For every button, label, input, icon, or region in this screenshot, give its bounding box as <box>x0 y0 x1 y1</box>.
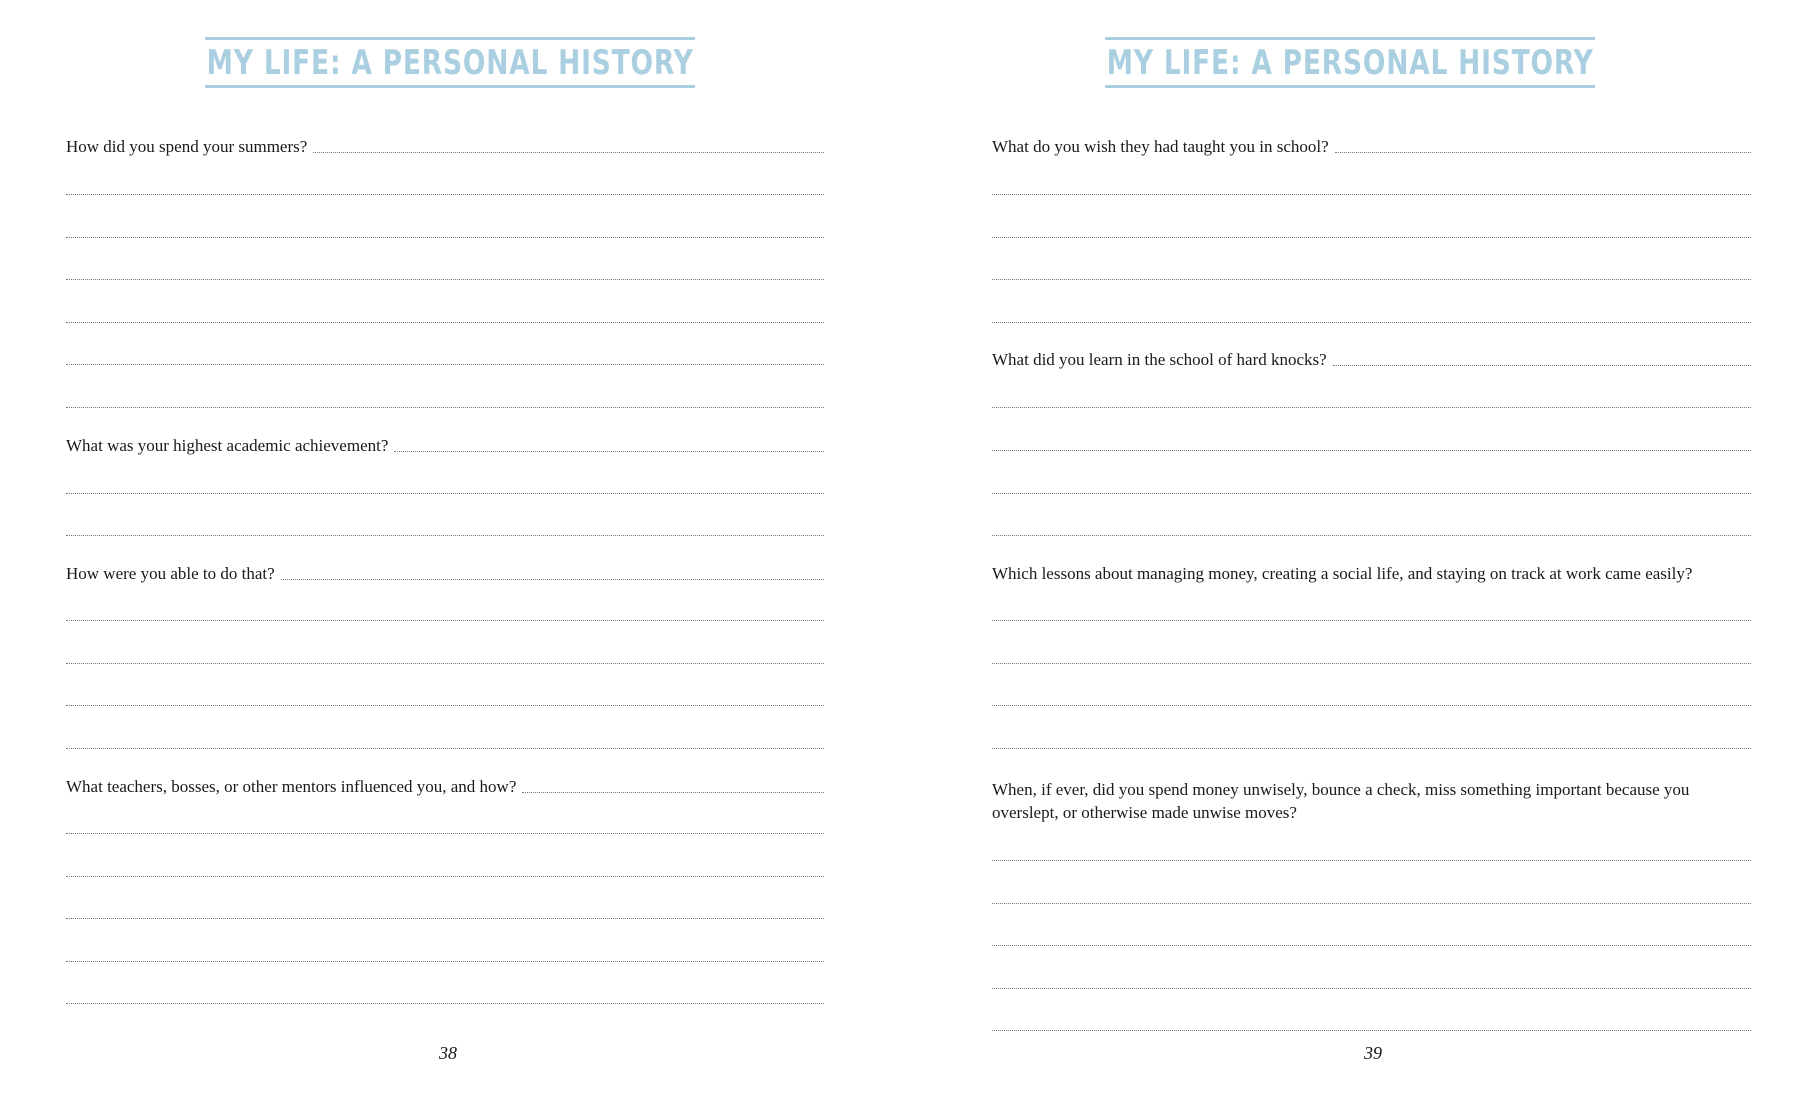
answer-line[interactable] <box>522 791 824 793</box>
answer-line[interactable] <box>992 322 1751 323</box>
answer-line[interactable] <box>992 237 1751 238</box>
answer-line[interactable] <box>992 903 1751 904</box>
answer-line[interactable] <box>66 279 824 280</box>
page-number: 38 <box>439 1043 457 1063</box>
question-academic-achievement: What was your highest academic achievement? <box>66 434 824 457</box>
answer-line[interactable] <box>66 833 824 834</box>
right-page <box>900 0 1800 1105</box>
answer-line[interactable] <box>66 535 824 536</box>
answer-line[interactable] <box>66 237 824 238</box>
answer-line[interactable] <box>66 407 824 408</box>
answer-line[interactable] <box>281 578 824 580</box>
question-wish-taught: What do you wish they had taught you in school? <box>992 135 1751 158</box>
question-money-lessons: Which lessons about managing money, creating a social life, and staying on track at work came easily? <box>992 564 1693 583</box>
answer-line[interactable] <box>66 493 824 494</box>
answer-line[interactable] <box>992 860 1751 861</box>
answer-line[interactable] <box>66 663 824 664</box>
answer-line[interactable] <box>992 493 1751 494</box>
question-hard-knocks: What did you learn in the school of hard knocks? <box>992 348 1751 371</box>
answer-line[interactable] <box>992 945 1751 946</box>
answer-line[interactable] <box>992 1030 1751 1031</box>
answer-line[interactable] <box>66 620 824 621</box>
answer-line[interactable] <box>313 151 824 153</box>
answer-line[interactable] <box>66 748 824 749</box>
answer-line[interactable] <box>992 450 1751 451</box>
page-title: MY LIFE: A PERSONAL HISTORY <box>1105 37 1595 88</box>
answer-line[interactable] <box>992 194 1751 195</box>
answer-line[interactable] <box>992 279 1751 280</box>
answer-line[interactable] <box>992 988 1751 989</box>
page-title: MY LIFE: A PERSONAL HISTORY <box>205 37 695 88</box>
answer-line[interactable] <box>66 961 824 962</box>
answer-line[interactable] <box>66 322 824 323</box>
answer-line[interactable] <box>992 663 1751 664</box>
answer-line[interactable] <box>66 194 824 195</box>
answer-line[interactable] <box>992 748 1751 749</box>
answer-line[interactable] <box>66 364 824 365</box>
question-summers: How did you spend your summers? <box>66 135 824 158</box>
answer-line[interactable] <box>66 705 824 706</box>
answer-line[interactable] <box>66 1003 824 1004</box>
answer-line[interactable] <box>394 450 824 452</box>
answer-line[interactable] <box>992 407 1751 408</box>
answer-line[interactable] <box>992 705 1751 706</box>
page-number: 39 <box>1364 1043 1382 1063</box>
answer-line[interactable] <box>1335 151 1751 153</box>
answer-line[interactable] <box>992 620 1751 621</box>
question-mentors: What teachers, bosses, or other mentors influenced you, and how? <box>66 775 824 798</box>
question-how-able: How were you able to do that? <box>66 562 824 585</box>
answer-line[interactable] <box>1333 364 1751 366</box>
answer-line[interactable] <box>66 918 824 919</box>
answer-line[interactable] <box>66 876 824 877</box>
answer-line[interactable] <box>992 535 1751 536</box>
question-unwise-moves: When, if ever, did you spend money unwisely, bounce a check, miss something important because you overslept, or otherwise made unwise moves? <box>992 780 1690 822</box>
